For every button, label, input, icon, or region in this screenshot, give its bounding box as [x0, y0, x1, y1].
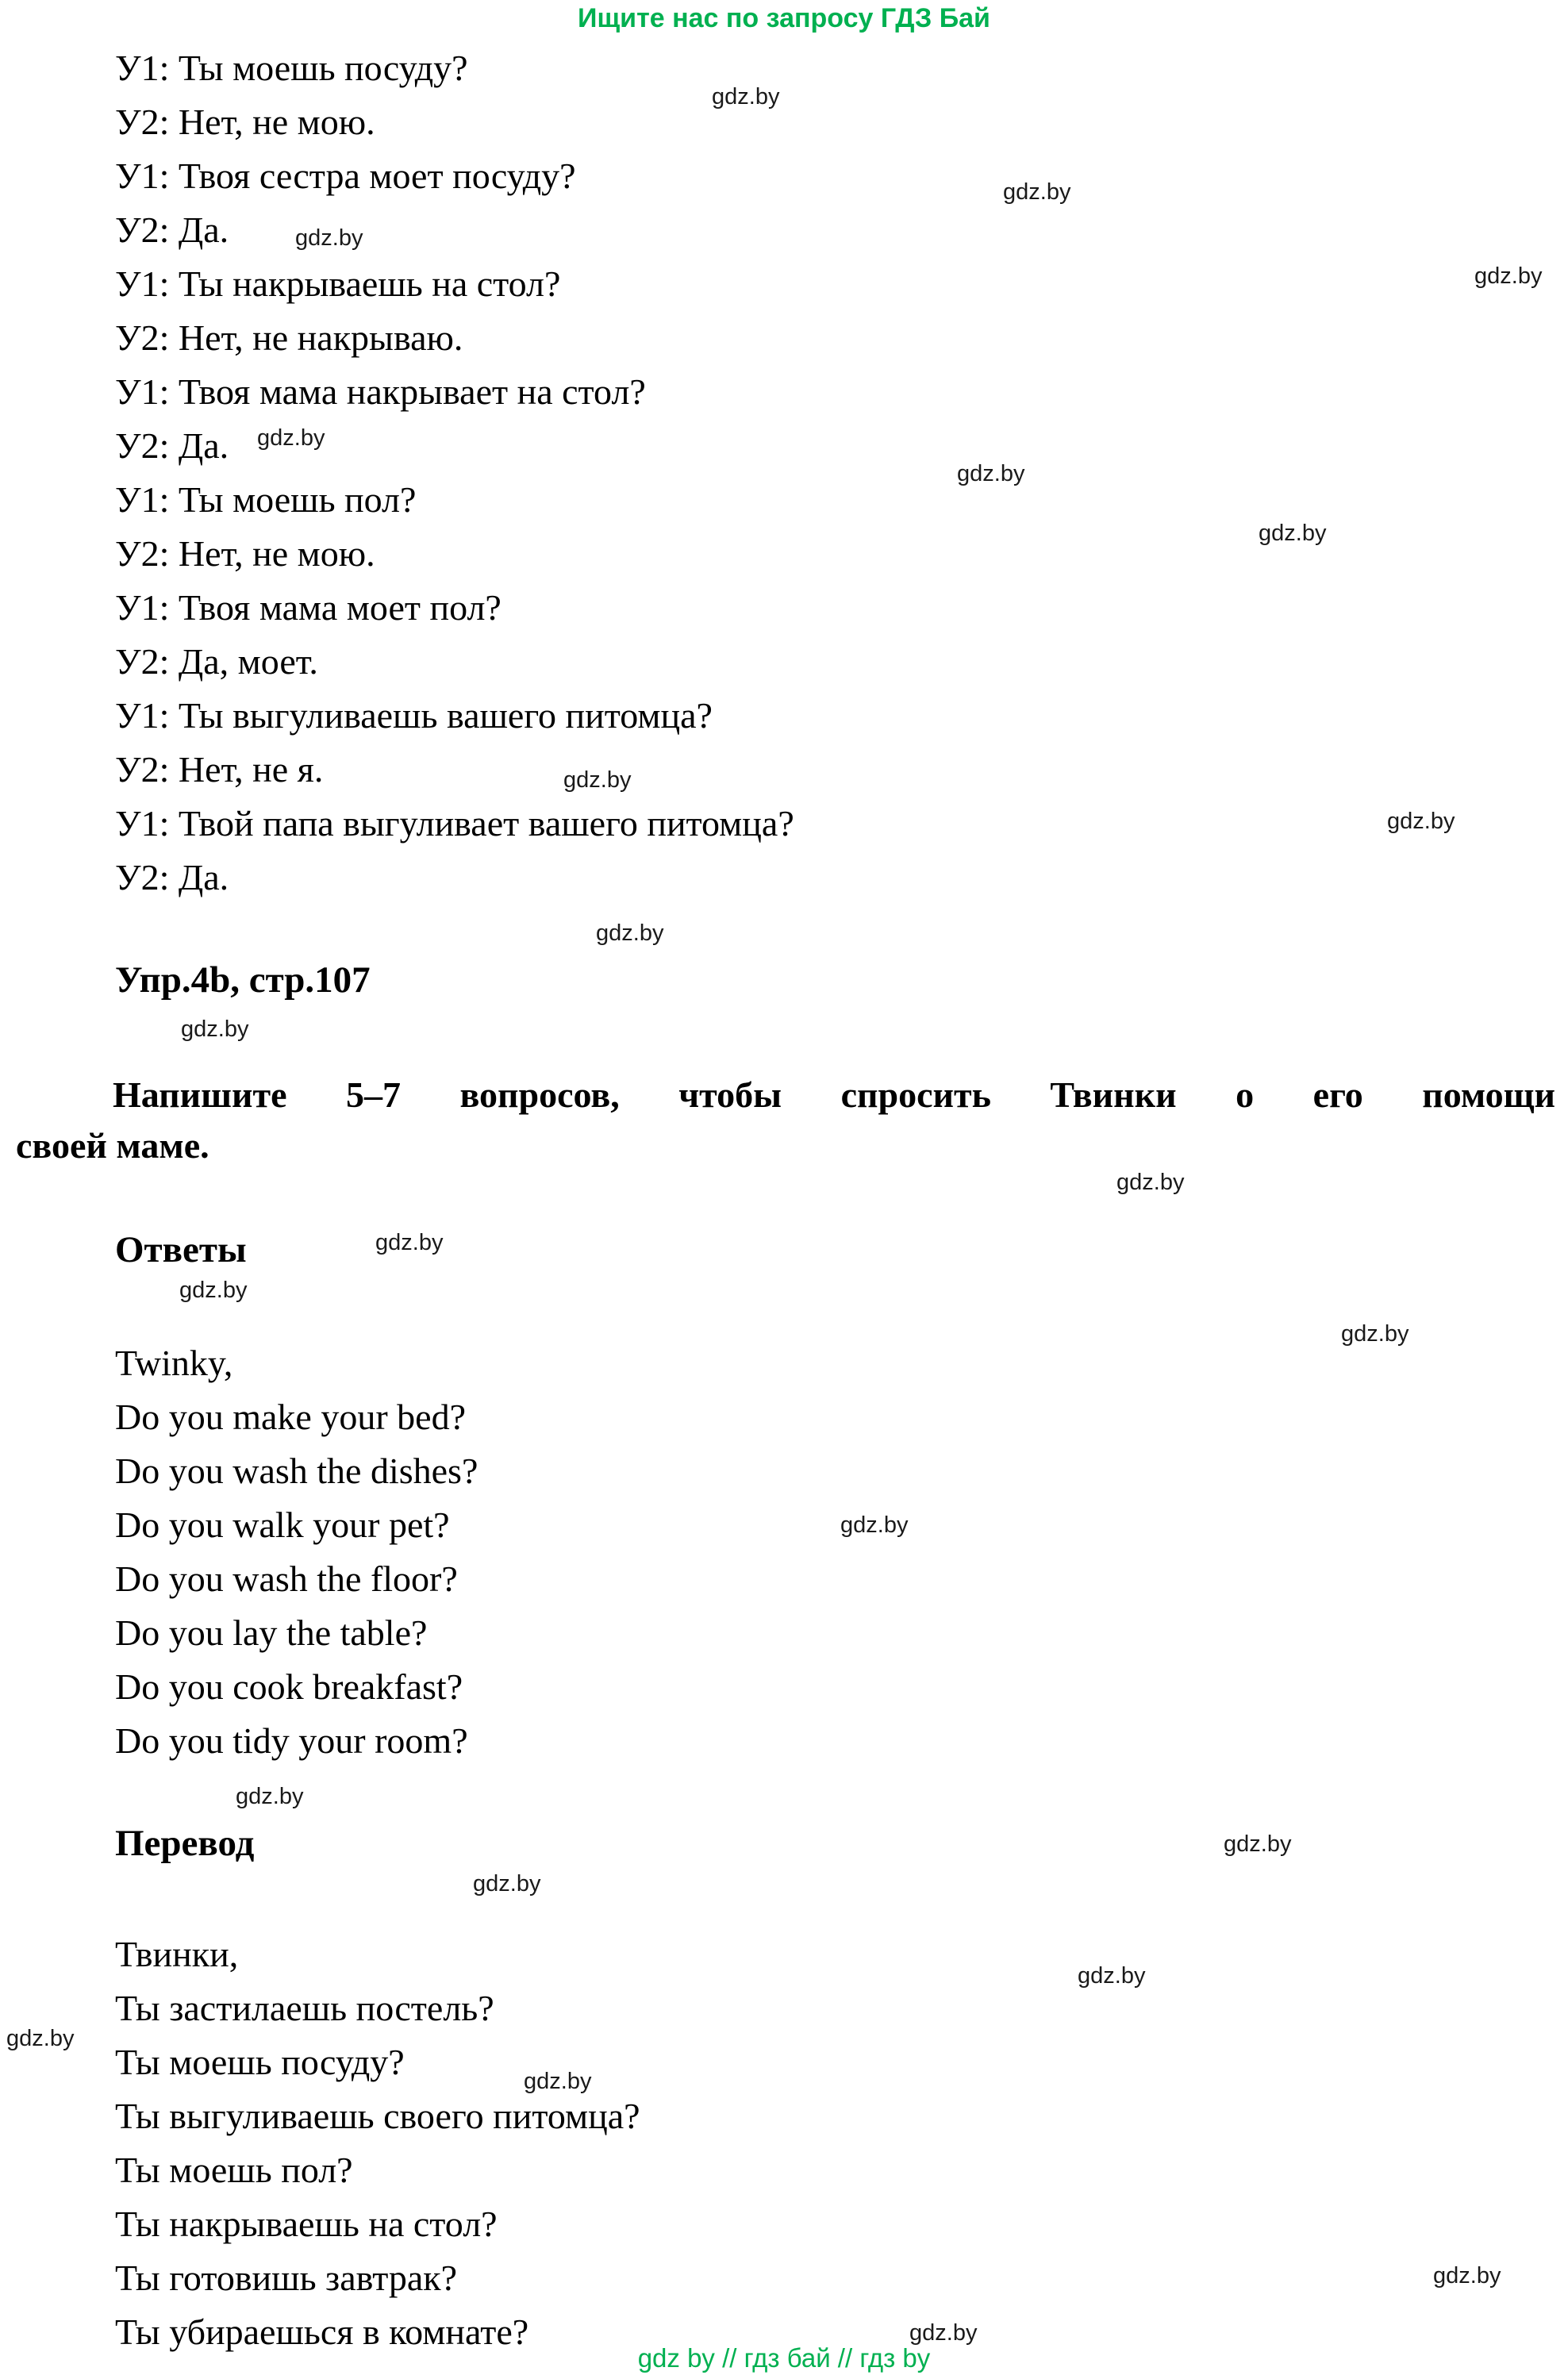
task-line: Напишите 5–7 вопросов, чтобы спросить Твинки о его помощи	[113, 1074, 1555, 1115]
watermark: gdz.by	[1003, 179, 1071, 205]
watermark: gdz.by	[236, 1784, 304, 1809]
dialogue-line: У1: Твоя мама моет пол?	[115, 587, 502, 628]
dialogue-block	[115, 41, 794, 905]
answers-list	[115, 1336, 478, 1768]
watermark: gdz.by	[295, 225, 363, 251]
translation-line: Ты выгуливаешь своего питомца?	[115, 2096, 640, 2136]
bottom-banner-text: gdz by // гдз бай // гдз by	[637, 2343, 931, 2373]
translation-line: Ты моешь пол?	[115, 2150, 353, 2190]
watermark: gdz.by	[524, 2069, 592, 2094]
top-banner-text: Ищите нас по запросу ГДЗ Бай	[578, 3, 990, 33]
dialogue-line: У2: Да.	[115, 425, 229, 466]
dialogue-line: У2: Нет, не мою.	[115, 533, 375, 574]
exercise-heading: Упр.4b, стр.107	[115, 959, 371, 1001]
watermark: gdz.by	[1224, 1831, 1292, 1857]
dialogue-line: У2: Да, моет.	[115, 641, 318, 682]
watermark: gdz.by	[179, 1278, 248, 1303]
watermark: gdz.by	[1078, 1963, 1146, 1989]
watermark: gdz.by	[375, 1230, 444, 1255]
translation-line: Твинки,	[115, 1934, 239, 1974]
dialogue-line: У2: Нет, не я.	[115, 749, 324, 790]
translation-line: Ты готовишь завтрак?	[115, 2258, 458, 2298]
translation-line: Ты убираешься в комнате?	[115, 2312, 529, 2352]
translation-list	[115, 1927, 640, 2359]
watermark: gdz.by	[909, 2320, 978, 2346]
answer-line: Do you cook breakfast?	[115, 1666, 463, 1707]
answer-line: Do you wash the dishes?	[115, 1451, 478, 1491]
answer-line: Twinky,	[115, 1343, 233, 1383]
watermark: gdz.by	[712, 84, 780, 110]
answer-line: Do you lay the table?	[115, 1612, 428, 1653]
dialogue-line: У1: Твоя мама накрывает на стол?	[115, 371, 646, 412]
dialogue-line: У2: Нет, не накрываю.	[115, 317, 463, 358]
watermark: gdz.by	[473, 1871, 541, 1897]
dialogue-line: У1: Ты накрываешь на стол?	[115, 263, 561, 304]
watermark: gdz.by	[181, 1016, 249, 1042]
watermark: gdz.by	[1116, 1170, 1185, 1195]
translation-line: Ты моешь посуду?	[115, 2042, 405, 2082]
watermark: gdz.by	[840, 1512, 909, 1538]
answer-line: Do you make your bed?	[115, 1397, 466, 1437]
watermark: gdz.by	[1341, 1321, 1409, 1347]
dialogue-line: У1: Твоя сестра моет посуду?	[115, 156, 576, 196]
watermark: gdz.by	[1433, 2263, 1501, 2289]
watermark: gdz.by	[596, 920, 664, 946]
watermark: gdz.by	[257, 425, 325, 451]
dialogue-line: У2: Да.	[115, 209, 229, 250]
dialogue-line: У2: Нет, не мою.	[115, 102, 375, 142]
answers-heading: Ответы	[115, 1229, 247, 1270]
dialogue-line: У1: Ты моешь пол?	[115, 479, 417, 520]
task-line: своей маме.	[16, 1125, 209, 1166]
watermark: gdz.by	[1259, 521, 1327, 546]
watermark: gdz.by	[1387, 809, 1455, 834]
watermark: gdz.by	[1474, 263, 1543, 289]
translation-line: Ты накрываешь на стол?	[115, 2204, 498, 2244]
dialogue-line: У2: Да.	[115, 857, 229, 897]
task-paragraph	[16, 1070, 1555, 1171]
dialogue-line: У1: Твой папа выгуливает вашего питомца?	[115, 803, 794, 844]
watermark: gdz.by	[6, 2026, 75, 2051]
watermark: gdz.by	[563, 767, 632, 793]
answer-line: Do you tidy your room?	[115, 1720, 468, 1761]
dialogue-line: У1: Ты выгуливаешь вашего питомца?	[115, 695, 713, 736]
watermark: gdz.by	[957, 461, 1025, 486]
translation-line: Ты застилаешь постель?	[115, 1988, 494, 2028]
answer-line: Do you wash the floor?	[115, 1558, 458, 1599]
answer-line: Do you walk your pet?	[115, 1505, 450, 1545]
translation-heading: Перевод	[115, 1823, 255, 1864]
dialogue-line: У1: Ты моешь посуду?	[115, 48, 468, 88]
